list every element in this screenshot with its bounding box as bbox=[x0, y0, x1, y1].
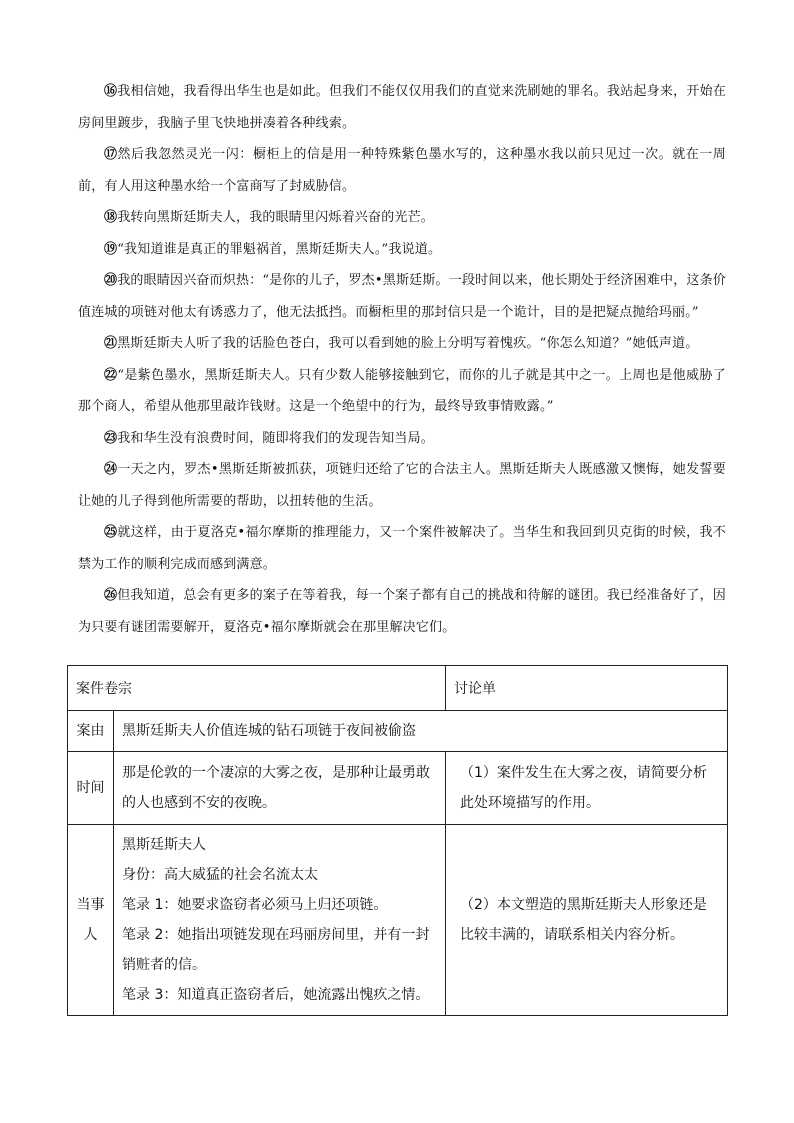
paragraph-number: ⑱ bbox=[104, 210, 118, 225]
paragraph-23 bbox=[78, 423, 726, 455]
paragraph-number: ㉕ bbox=[104, 525, 118, 540]
paragraph-number: ㉓ bbox=[104, 430, 118, 446]
paragraph-text: “我知道谁是真正的罪魁祸首，黑斯廷斯夫人。”我说道。 bbox=[117, 241, 442, 257]
paragraph-number: ⑰ bbox=[104, 147, 118, 162]
party-record-3: 笔录 3：知道真正盗窃者后，她流露出愧疚之情。 bbox=[122, 987, 430, 1003]
paragraph-number: ㉔ bbox=[104, 462, 118, 477]
paragraph-18 bbox=[78, 202, 726, 234]
paragraph-26 bbox=[78, 580, 726, 643]
paragraph-text: 但我知道，总会有更多的案子在等着我，每一个案子都有自己的挑战和待解的谜团。我已经准备好了，因为只要有谜团需要解开，夏洛克•福尔摩斯就会在那里解决它们。 bbox=[78, 588, 727, 635]
party-identity: 身份：高大威猛的社会名流太太 bbox=[122, 867, 318, 883]
table-row-time bbox=[68, 752, 728, 825]
question-2: （2）本文塑造的黑斯廷斯夫人形象还是比较丰满的，请联系相关内容分析。 bbox=[446, 825, 728, 1016]
paragraph-text: 然后我忽然灵光一闪：橱柜上的信是用一种特殊紫色墨水写的，这种墨水我以前只见过一次。就在一周前，有人用这种墨水给一个富商写了封威胁信。 bbox=[78, 147, 726, 194]
paragraph-number: ⑲ bbox=[104, 241, 118, 257]
header-discussion-sheet: 讨论单 bbox=[446, 666, 728, 711]
paragraph-number: ㉖ bbox=[104, 588, 118, 603]
table-header-row bbox=[68, 666, 728, 711]
paragraph-text: 就这样，由于夏洛克•福尔摩斯的推理能力，又一个案件被解决了。当华生和我回到贝克街的时候，我不禁为工作的顺利完成而感到满意。 bbox=[78, 525, 726, 572]
paragraph-number: ⑳ bbox=[104, 273, 118, 288]
party-record-1: 笔录 1：她要求盗窃者必须马上归还项链。 bbox=[122, 897, 388, 913]
paragraph-number: ㉒ bbox=[104, 367, 118, 383]
time-label: 时间 bbox=[68, 752, 114, 825]
header-case-file: 案件卷宗 bbox=[68, 666, 446, 711]
reason-text: 黑斯廷斯夫人价值连城的钻石项链于夜间被偷盗 bbox=[114, 711, 728, 752]
party-record-2: 笔录 2：她指出项链发现在玛丽房间里，并有一封销赃者的信。 bbox=[122, 927, 430, 973]
paragraph-text: 我转向黑斯廷斯夫人，我的眼睛里闪烁着兴奋的光芒。 bbox=[117, 210, 435, 225]
table-row-party bbox=[68, 825, 728, 1016]
party-details bbox=[114, 825, 446, 1016]
paragraph-19 bbox=[78, 234, 726, 266]
paragraph-number: ㉑ bbox=[104, 336, 118, 351]
paragraph-text: “是紫色墨水，黑斯廷斯夫人。只有少数人能够接触到它，而你的儿子就是其中之一。上周也是他威胁了那个商人，希望从他那里敲诈钱财。这是一个绝望中的行为，最终导致事情败露。” bbox=[78, 367, 726, 414]
question-1: （1）案件发生在大雾之夜，请简要分析此处环境描写的作用。 bbox=[446, 752, 728, 825]
paragraph-17 bbox=[78, 139, 726, 202]
paragraph-25 bbox=[78, 517, 726, 580]
paragraph-text: 我的眼睛因兴奋而炽热：“是你的儿子，罗杰•黑斯廷斯。一段时间以来，他长期处于经济困难中，这条价值连城的项链对他太有诱惑力了，他无法抵挡。而橱柜里的那封信只是一个诡计，目的是把疑点抛给玛丽。” bbox=[78, 273, 726, 320]
paragraph-24 bbox=[78, 454, 726, 517]
table-row-reason bbox=[68, 711, 728, 752]
paragraph-16 bbox=[78, 76, 726, 139]
party-name: 黑斯廷斯夫人 bbox=[122, 837, 206, 853]
reason-label: 案由 bbox=[68, 711, 114, 752]
time-text: 那是伦敦的一个凄凉的大雾之夜，是那种让最勇敢的人也感到不安的夜晚。 bbox=[114, 752, 446, 825]
paragraph-text: 一天之内，罗杰•黑斯廷斯被抓获，项链归还给了它的合法主人。黑斯廷斯夫人既感激又懊悔，她发誓要让她的儿子得到他所需要的帮助，以扭转他的生活。 bbox=[78, 462, 726, 509]
paragraph-22 bbox=[78, 360, 726, 423]
party-label: 当事人 bbox=[68, 825, 114, 1016]
story-paragraphs bbox=[78, 76, 726, 643]
paragraph-number: ⑯ bbox=[104, 84, 118, 99]
case-file-table bbox=[67, 665, 728, 1016]
paragraph-text: 我相信她，我看得出华生也是如此。但我们不能仅仅用我们的直觉来洗刷她的罪名。我站起身来，开始在房间里踱步，我脑子里飞快地拼凑着各种线索。 bbox=[78, 84, 727, 131]
paragraph-text: 我和华生没有浪费时间，随即将我们的发现告知当局。 bbox=[117, 430, 435, 446]
paragraph-text: 黑斯廷斯夫人听了我的话脸色苍白，我可以看到她的脸上分明写着愧疚。“你怎么知道？”她低声道。 bbox=[117, 336, 699, 351]
paragraph-20 bbox=[78, 265, 726, 328]
paragraph-21 bbox=[78, 328, 726, 360]
